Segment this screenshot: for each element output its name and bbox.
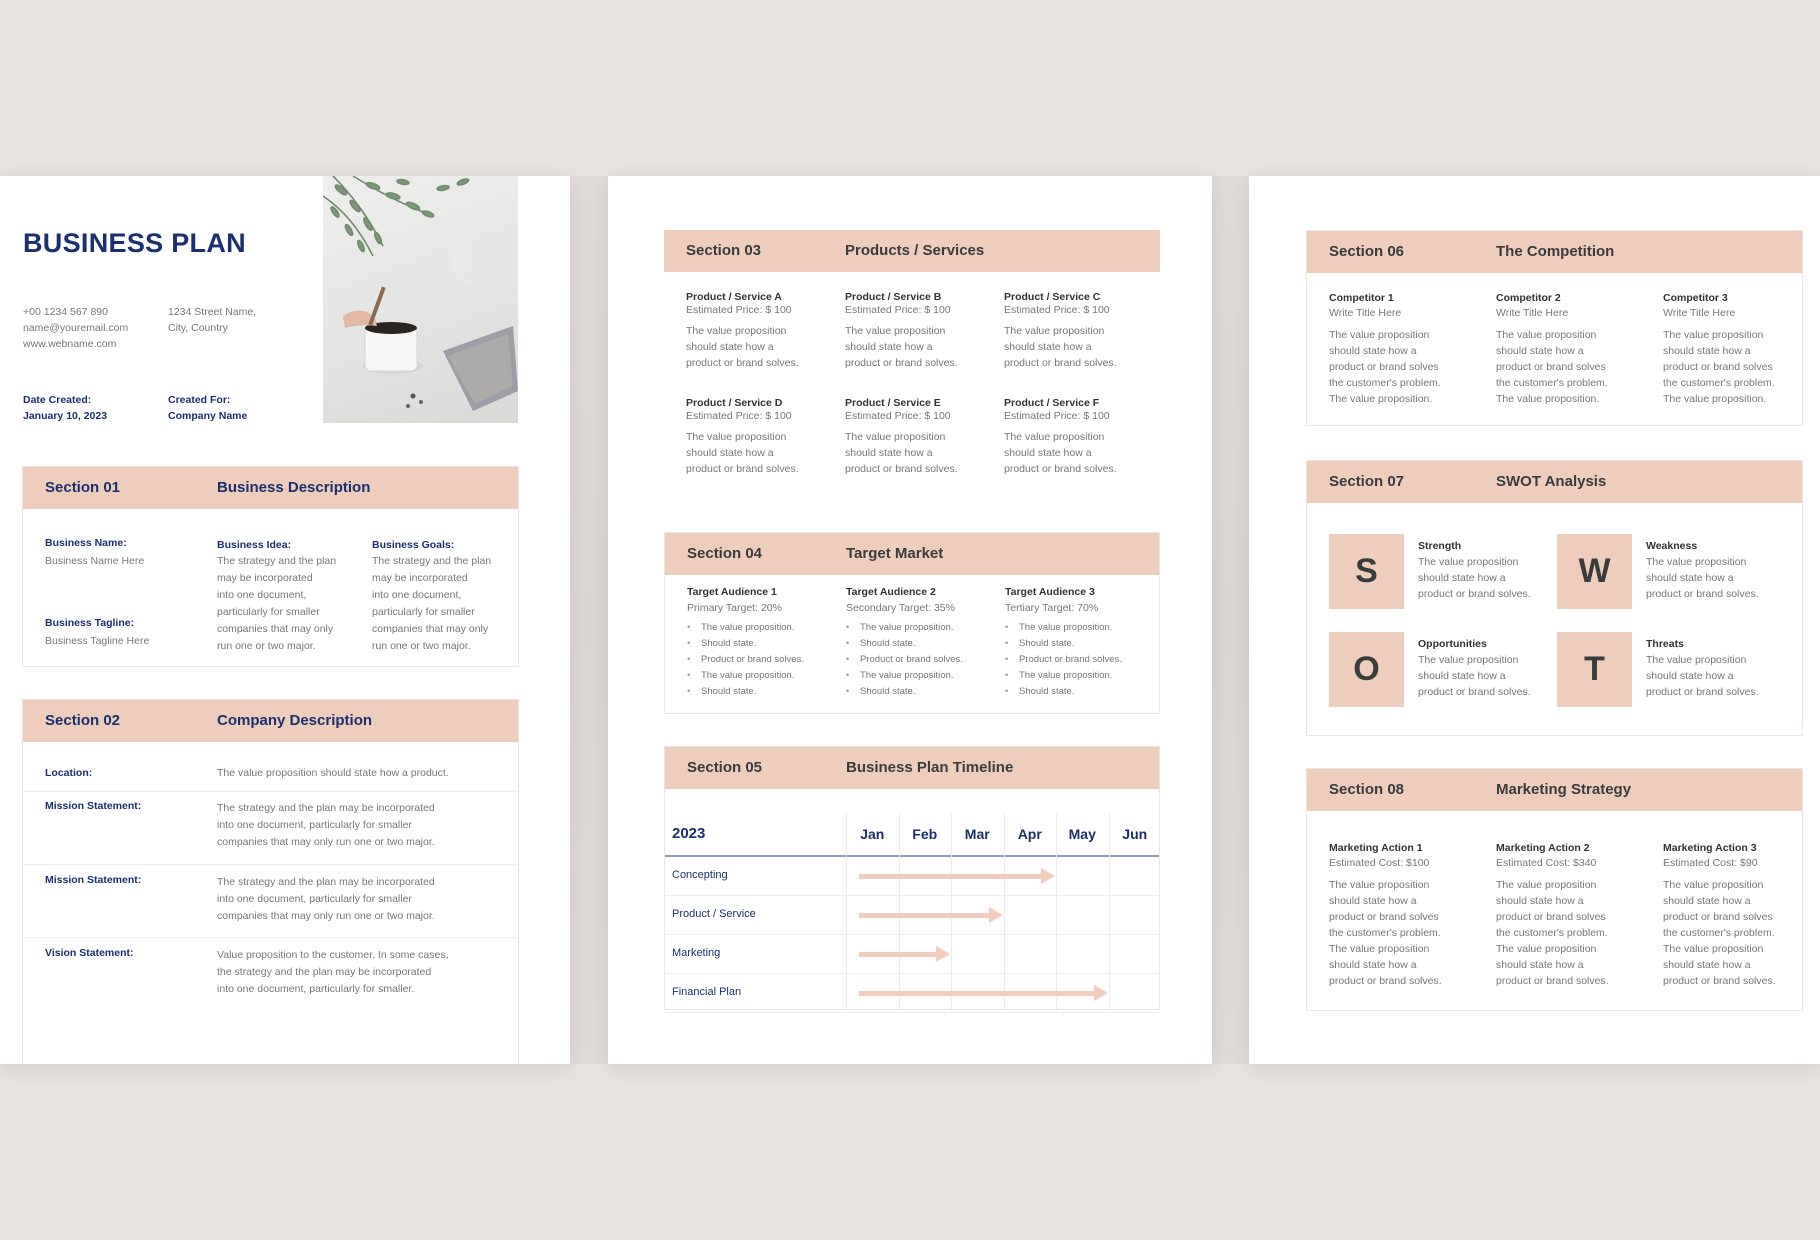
section-01-number: Section 01 (45, 479, 121, 496)
text-line: should state how a (1329, 895, 1417, 907)
audience-bullets (687, 620, 804, 700)
vision-statement-label: Vision Statement: (45, 947, 134, 959)
business-goals-line: into one document, (372, 589, 462, 601)
section-04-header (665, 533, 1159, 575)
product-name: Product / Service E (845, 397, 941, 409)
section-02 (22, 699, 519, 1064)
bullet-item: • Product or brand solves. (846, 652, 963, 668)
section-04 (664, 532, 1160, 714)
text-line: product or brand solves. (1496, 975, 1609, 987)
bullet-item: • The value proposition. (687, 668, 804, 684)
timeline-month-jan: Jan (860, 826, 885, 842)
business-idea-line: run one or two major. (217, 640, 316, 652)
text-line: should state how a (1646, 572, 1734, 584)
text-line: the strategy and the plan may be incorporated (217, 966, 432, 978)
business-name-value: Business Name Here (45, 555, 145, 567)
business-goals-line: run one or two major. (372, 640, 471, 652)
text-line: should state how a (1496, 345, 1584, 357)
text-line: should state how a (1663, 345, 1751, 357)
section-05-header (665, 747, 1159, 789)
bullet-item: • The value proposition. (1005, 668, 1122, 684)
section-03 (664, 230, 1160, 474)
mission-statement-label: Mission Statement: (45, 800, 142, 812)
text-line: into one document, particularly for smaller. (217, 983, 415, 995)
audience-bullets (846, 620, 963, 700)
text-line: into one document, particularly for smaller (217, 893, 412, 905)
text-line: The value proposition (1646, 556, 1747, 568)
marketing-action-cost: Estimated Cost: $340 (1496, 857, 1597, 869)
text-line: The value proposition. (1329, 393, 1433, 405)
text-line: The value proposition (1496, 879, 1597, 891)
bullet-item: • Should state. (687, 684, 804, 700)
text-line: should state how a (1329, 959, 1417, 971)
competitor-card (1329, 291, 1441, 407)
document-title: BUSINESS PLAN (23, 228, 246, 258)
product-card (1004, 290, 1117, 371)
text-line: product or brand solves. (1329, 975, 1442, 987)
business-goals-line: The strategy and the plan (372, 555, 492, 567)
target-audience-card (687, 584, 804, 700)
text-line: into one document, particularly for smaller (217, 819, 412, 831)
swot-letter-t: T (1557, 632, 1632, 707)
text-line: product or brand solves (1663, 911, 1773, 923)
section-05 (664, 746, 1160, 1010)
contact-block (23, 304, 128, 352)
section-02-number: Section 02 (45, 712, 121, 729)
mission-statement-row-2 (23, 865, 518, 938)
marketing-action-card (1329, 841, 1442, 989)
section-02-header (23, 700, 518, 742)
mission-statement-text (217, 800, 435, 851)
swot-title: Strength (1418, 540, 1462, 552)
audience-name: Target Audience 1 (687, 586, 777, 598)
competitor-name: Competitor 2 (1496, 292, 1561, 304)
swot-title: Opportunities (1418, 638, 1487, 650)
product-card (686, 290, 799, 371)
website: www.webname.com (23, 338, 117, 350)
text-line: The value proposition (686, 431, 787, 443)
section-06-number: Section 06 (1329, 243, 1405, 260)
timeline-header (665, 813, 1159, 857)
text-line: The value proposition (845, 325, 946, 337)
page-2 (608, 176, 1212, 1064)
text-line: product or brand solves (1496, 911, 1606, 923)
text-line: Value proposition to the customer. In some cases, (217, 949, 449, 961)
mission-statement-label: Mission Statement: (45, 874, 142, 886)
bullet-item: • Should state. (1005, 636, 1122, 652)
text-line: The value proposition (845, 431, 946, 443)
swot-strength (1418, 538, 1531, 602)
section-07 (1306, 460, 1803, 736)
timeline-bar (859, 913, 990, 918)
section-03-header (664, 230, 1160, 272)
section-05-number: Section 05 (687, 759, 763, 776)
text-line: The strategy and the plan may be incorporated (217, 876, 435, 888)
product-price: Estimated Price: $ 100 (686, 410, 792, 422)
swot-letter-w: W (1557, 534, 1632, 609)
text-line: should state how a (1004, 341, 1092, 353)
text-line: The value proposition. (1496, 393, 1600, 405)
timeline-gantt (665, 813, 1159, 1011)
text-line: the customer's problem. (1329, 377, 1441, 389)
timeline-row-label: Product / Service (672, 908, 756, 920)
audience-target: Secondary Target: 35% (846, 602, 955, 614)
product-name: Product / Service C (1004, 291, 1101, 303)
text-line: The value proposition (1663, 943, 1764, 955)
swot-title: Threats (1646, 638, 1684, 650)
business-goals-line: particularly for smaller (372, 606, 475, 618)
text-line: The value proposition (1329, 943, 1430, 955)
section-08-header (1307, 769, 1802, 811)
section-06 (1306, 230, 1803, 426)
date-created-label: Date Created: (23, 394, 92, 406)
timeline-row (665, 935, 1159, 974)
page-1 (0, 176, 570, 1064)
text-line: product or brand solves. (1418, 588, 1531, 600)
text-line: should state how a (1496, 959, 1584, 971)
section-05-title: Business Plan Timeline (846, 759, 1014, 776)
bullet-item: • The value proposition. (1005, 620, 1122, 636)
timeline-bar (859, 952, 937, 957)
swot-letter-s: S (1329, 534, 1404, 609)
timeline-bar (859, 991, 1095, 996)
business-idea (217, 537, 336, 655)
text-line: should state how a (845, 447, 933, 459)
timeline-month-jun: Jun (1122, 826, 1148, 842)
timeline-row (665, 896, 1159, 935)
section-01 (22, 466, 519, 667)
section-08-title: Marketing Strategy (1496, 781, 1632, 798)
timeline-year: 2023 (672, 825, 706, 842)
section-04-title: Target Market (846, 545, 944, 562)
swot-title: Weakness (1646, 540, 1698, 552)
text-line: The value proposition (1663, 329, 1764, 341)
text-line: should state how a (1418, 572, 1506, 584)
business-goals-line: companies that may only (372, 623, 489, 635)
date-created (23, 392, 107, 424)
business-goals (372, 537, 491, 655)
section-07-number: Section 07 (1329, 473, 1405, 490)
section-08-number: Section 08 (1329, 781, 1405, 798)
text-line: should state how a (1663, 959, 1751, 971)
business-tagline-label: Business Tagline: (45, 617, 135, 629)
text-line: companies that may only run one or two major. (217, 910, 435, 922)
timeline-bar (859, 874, 1042, 879)
audience-target: Primary Target: 20% (687, 602, 782, 614)
bullet-item: • The value proposition. (846, 620, 963, 636)
business-idea-line: may be incorporated (217, 572, 313, 584)
bullet-item: • Should state. (687, 636, 804, 652)
text-line: product or brand solves. (845, 463, 958, 475)
business-idea-line: particularly for smaller (217, 606, 320, 618)
business-goals-label: Business Goals: (372, 539, 455, 551)
text-line: should state how a (1004, 447, 1092, 459)
product-name: Product / Service B (845, 291, 942, 303)
section-08 (1306, 768, 1803, 1011)
timeline-row-label: Concepting (672, 869, 728, 881)
text-line: the customer's problem. (1329, 927, 1441, 939)
bullet-item: • The value proposition. (846, 668, 963, 684)
bullet-item: • The value proposition. (687, 620, 804, 636)
bullet-item: • Should state. (846, 684, 963, 700)
text-line: The value proposition (1496, 329, 1597, 341)
section-01-header (23, 467, 518, 509)
section-04-number: Section 04 (687, 545, 763, 562)
text-line: product or brand solves (1496, 361, 1606, 373)
competitor-name: Competitor 1 (1329, 292, 1394, 304)
marketing-action-cost: Estimated Cost: $90 (1663, 857, 1758, 869)
created-for (168, 392, 247, 424)
address-block (168, 304, 256, 336)
timeline-arrow-head (989, 907, 1003, 923)
text-line: product or brand solves. (1663, 975, 1776, 987)
competitor-name: Competitor 3 (1663, 292, 1728, 304)
timeline-body (665, 857, 1159, 1011)
timeline-arrow-head (1094, 985, 1108, 1001)
bullet-item: • Should state. (1005, 684, 1122, 700)
timeline-row (665, 857, 1159, 896)
product-price: Estimated Price: $ 100 (845, 410, 951, 422)
text-line: The strategy and the plan may be incorporated (217, 802, 435, 814)
audience-name: Target Audience 3 (1005, 586, 1095, 598)
timeline-row (665, 974, 1159, 1013)
text-line: the customer's problem. (1663, 377, 1775, 389)
text-line: product or brand solves (1329, 911, 1439, 923)
text-line: product or brand solves. (1004, 357, 1117, 369)
text-line: companies that may only run one or two major. (217, 836, 435, 848)
competitor-card (1663, 291, 1775, 407)
text-line: product or brand solves (1663, 361, 1773, 373)
bullet-item: • Product or brand solves. (687, 652, 804, 668)
text-line: product or brand solves. (686, 463, 799, 475)
competitor-card (1496, 291, 1608, 407)
text-line: should state how a (1496, 895, 1584, 907)
section-06-header (1307, 231, 1802, 273)
business-idea-line: into one document, (217, 589, 307, 601)
timeline-row-label: Marketing (672, 947, 721, 959)
audience-target: Tertiary Target: 70% (1005, 602, 1099, 614)
text-line: should state how a (1646, 670, 1734, 682)
marketing-action-name: Marketing Action 3 (1663, 842, 1757, 854)
product-price: Estimated Price: $ 100 (1004, 304, 1110, 316)
product-card (845, 396, 958, 477)
text-line: The value proposition (1418, 556, 1519, 568)
marketing-action-card (1496, 841, 1609, 989)
bullet-item: • Product or brand solves. (1005, 652, 1122, 668)
text-line: product or brand solves (1329, 361, 1439, 373)
text-line: The value proposition (686, 325, 787, 337)
text-line: The value proposition. (1663, 393, 1767, 405)
section-07-header (1307, 461, 1802, 503)
competitor-subtitle: Write Title Here (1496, 307, 1569, 319)
audience-name: Target Audience 2 (846, 586, 936, 598)
section-03-number: Section 03 (686, 242, 762, 259)
text-line: The value proposition (1646, 654, 1747, 666)
timeline-row-label: Financial Plan (672, 986, 742, 998)
swot-weakness (1646, 538, 1759, 602)
product-price: Estimated Price: $ 100 (1004, 410, 1110, 422)
business-tagline-value: Business Tagline Here (45, 635, 150, 647)
text-line: the customer's problem. (1496, 377, 1608, 389)
audience-bullets (1005, 620, 1122, 700)
text-line: The value proposition (1663, 879, 1764, 891)
page-3 (1249, 176, 1820, 1064)
timeline-month-may: May (1068, 826, 1096, 842)
competitor-subtitle: Write Title Here (1329, 307, 1402, 319)
product-price: Estimated Price: $ 100 (845, 304, 951, 316)
text-line: product or brand solves. (1004, 463, 1117, 475)
text-line: The value proposition (1004, 431, 1105, 443)
text-line: the customer's problem. (1496, 927, 1608, 939)
phone: +00 1234 567 890 (23, 306, 108, 318)
business-goals-line: may be incorporated (372, 572, 468, 584)
business-idea-line: companies that may only (217, 623, 334, 635)
bullet-item: • Should state. (846, 636, 963, 652)
product-name: Product / Service F (1004, 397, 1100, 409)
vision-statement-row (23, 938, 518, 1018)
timeline-month-feb: Feb (912, 826, 938, 842)
product-price: Estimated Price: $ 100 (686, 304, 792, 316)
text-line: the customer's problem. (1663, 927, 1775, 939)
text-line: should state how a (845, 341, 933, 353)
text-line: should state how a (1418, 670, 1506, 682)
timeline-arrow-head (1041, 868, 1055, 884)
competitor-subtitle: Write Title Here (1663, 307, 1736, 319)
created-for-label: Created For: (168, 394, 231, 406)
product-card (1004, 396, 1117, 477)
location-text: The value proposition should state how a product. (217, 767, 449, 779)
section-02-title: Company Description (217, 712, 373, 729)
marketing-action-cost: Estimated Cost: $100 (1329, 857, 1430, 869)
timeline-month-mar: Mar (964, 826, 990, 842)
date-created-value: January 10, 2023 (23, 410, 108, 422)
location-label: Location: (45, 767, 93, 779)
text-line: The value proposition (1418, 654, 1519, 666)
marketing-action-card (1663, 841, 1776, 989)
section-03-title: Products / Services (845, 242, 985, 259)
text-line: The value proposition (1496, 943, 1597, 955)
timeline-arrow-head (936, 946, 950, 962)
text-line: product or brand solves. (845, 357, 958, 369)
product-name: Product / Service D (686, 397, 783, 409)
vision-statement-text (217, 947, 449, 998)
swot-opportunities (1418, 636, 1531, 700)
text-line: product or brand solves. (686, 357, 799, 369)
created-for-value: Company Name (168, 410, 248, 422)
business-name-label: Business Name: (45, 537, 127, 549)
section-06-title: The Competition (1496, 243, 1615, 260)
product-name: Product / Service A (686, 291, 782, 303)
email: name@youremail.com (23, 322, 129, 334)
swot-letter-o: O (1329, 632, 1404, 707)
product-card (845, 290, 958, 371)
target-audience-card (846, 584, 963, 700)
business-idea-line: The strategy and the plan (217, 555, 337, 567)
text-line: The value proposition (1004, 325, 1105, 337)
address-line-1: 1234 Street Name, (168, 306, 257, 318)
location-row (23, 758, 518, 792)
mission-statement-row (23, 792, 518, 865)
text-line: product or brand solves. (1646, 588, 1759, 600)
cover-photo (323, 176, 518, 423)
address-line-2: City, Country (168, 322, 228, 334)
text-line: product or brand solves. (1418, 686, 1531, 698)
section-01-title: Business Description (217, 479, 371, 496)
product-card (686, 396, 799, 477)
text-line: should state how a (686, 341, 774, 353)
marketing-action-name: Marketing Action 1 (1329, 842, 1423, 854)
text-line: should state how a (1329, 345, 1417, 357)
target-audience-card (1005, 584, 1122, 700)
text-line: The value proposition (1329, 329, 1430, 341)
text-line: should state how a (686, 447, 774, 459)
marketing-action-name: Marketing Action 2 (1496, 842, 1590, 854)
swot-threats (1646, 636, 1759, 700)
mission-statement-text (217, 874, 435, 925)
timeline-month-apr: Apr (1017, 826, 1042, 842)
text-line: product or brand solves. (1646, 686, 1759, 698)
section-07-title: SWOT Analysis (1496, 473, 1607, 490)
text-line: The value proposition (1329, 879, 1430, 891)
business-idea-label: Business Idea: (217, 539, 292, 551)
text-line: should state how a (1663, 895, 1751, 907)
